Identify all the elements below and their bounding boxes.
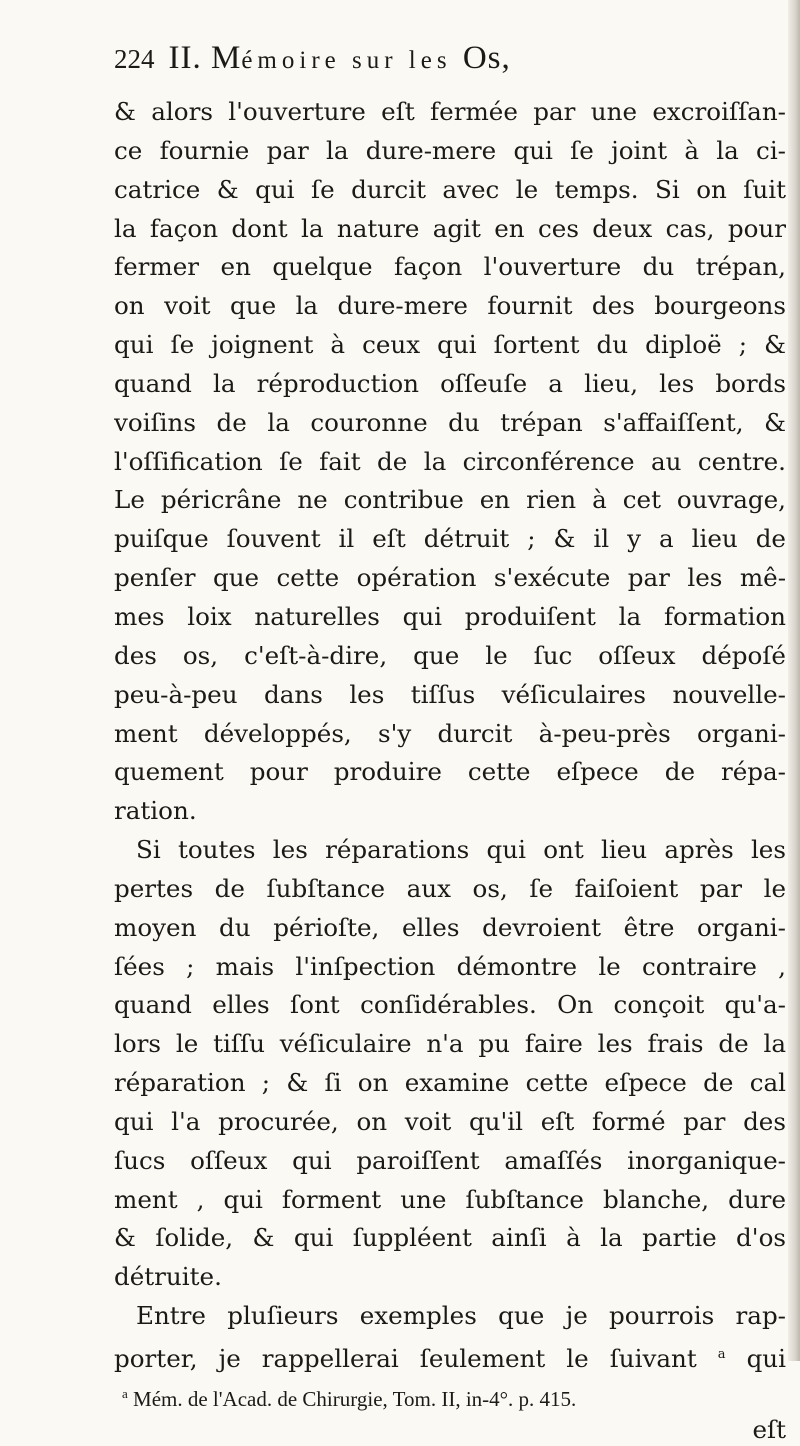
text-line: voiſins de la couronne du trépan s'affaiſſent, &: [114, 407, 786, 437]
text-line: ment , qui forment une ſubſtance blanche, dure: [114, 1184, 786, 1214]
text-line: Si toutes les réparations qui ont lieu après les: [136, 835, 786, 865]
footnote-text: Mém. de l'Acad. de Chirurgie, Tom. II, in-4°. p. 415.: [133, 1387, 577, 1412]
footnote-marker: a: [122, 1386, 128, 1402]
text-line: puiſque ſouvent il eſt détruit ; & il y a lieu de: [114, 524, 786, 554]
text-line: penſer que cette opération s'exécute par les mê-: [114, 563, 786, 593]
text-line: des os, c'eſt-à-dire, que le ſuc oſſeux dépoſé: [114, 640, 786, 670]
text-line: on voit que la dure-mere fournit des bourgeons: [114, 291, 786, 321]
footnote: [114, 1379, 794, 1414]
text-line: ment développés, s'y durcit à-peu-près organi-: [114, 718, 786, 748]
text-line: mes loix naturelles qui produiſent la formation: [114, 601, 786, 631]
text-line: ration.: [114, 796, 197, 826]
book-page: [114, 40, 794, 1446]
page-number: 224: [114, 44, 155, 74]
text-line: moyen du périoſte, elles devroient être organi-: [114, 912, 786, 942]
text-line: & alors l'ouverture eſt fermée par une excroiſſan-: [114, 97, 786, 126]
text-line: la façon dont la nature agit en ces deux cas, pour: [114, 213, 786, 243]
text-line: détruite.: [114, 1262, 222, 1292]
running-header: [114, 40, 794, 92]
text-line: réparation ; & ſi on examine cette eſpece de cal: [114, 1068, 786, 1098]
text-line: & ſolide, & qui ſuppléent ainſi à la partie d'os: [114, 1223, 786, 1253]
catchword: eſt: [752, 1415, 786, 1445]
text-line: quement pour produire cette eſpece de répa-: [114, 757, 786, 787]
text-line: lors le tiſſu véſiculaire n'a pu faire les frais de la: [114, 1029, 786, 1059]
text-line: Entre pluſieurs exemples que je pourrois rap-: [136, 1301, 786, 1331]
body-text: [114, 93, 786, 1379]
text-line: qui ſe joignent à ceux qui ſortent du diploë ; &: [114, 330, 786, 360]
text-line: ſucs oſſeux qui paroiſſent amaſſés inorganique-: [114, 1145, 786, 1175]
text-line: fermer en quelque façon l'ouverture du trépan,: [114, 252, 786, 282]
text-line: ſées ; mais l'inſpection démontre le contraire ,: [114, 951, 786, 981]
text-line: qui l'a procurée, on voit qu'il eſt formé par des: [114, 1106, 786, 1136]
text-line: quand elles ſont conſidérables. On conçoit qu'a-: [114, 990, 786, 1020]
text-line: catrice & qui ſe durcit avec le temps. Si on ſuit: [114, 174, 786, 204]
text-line: quand la réproduction oſſeuſe a lieu, les bords: [114, 368, 786, 398]
footnote-ref: a: [717, 1347, 726, 1362]
text-line: Le péricrâne ne contribue en rien à cet ouvrage,: [114, 485, 786, 515]
running-title: II. Mémoire sur les Os,: [168, 40, 511, 76]
text-line: pertes de ſubſtance aux os, ſe faiſoient par le: [114, 873, 786, 903]
text-line: peu-à-peu dans les tiſſus véſiculaires nouvelle-: [114, 679, 786, 709]
text-line: l'oſſification ſe fait de la circonférence au centre.: [114, 446, 786, 476]
text-line: ce fournie par la dure-mere qui ſe joint à la ci-: [114, 135, 786, 165]
text-line: porter, je rappellerai ſeulement le ſuivant $^a$ qui: [114, 1344, 786, 1374]
